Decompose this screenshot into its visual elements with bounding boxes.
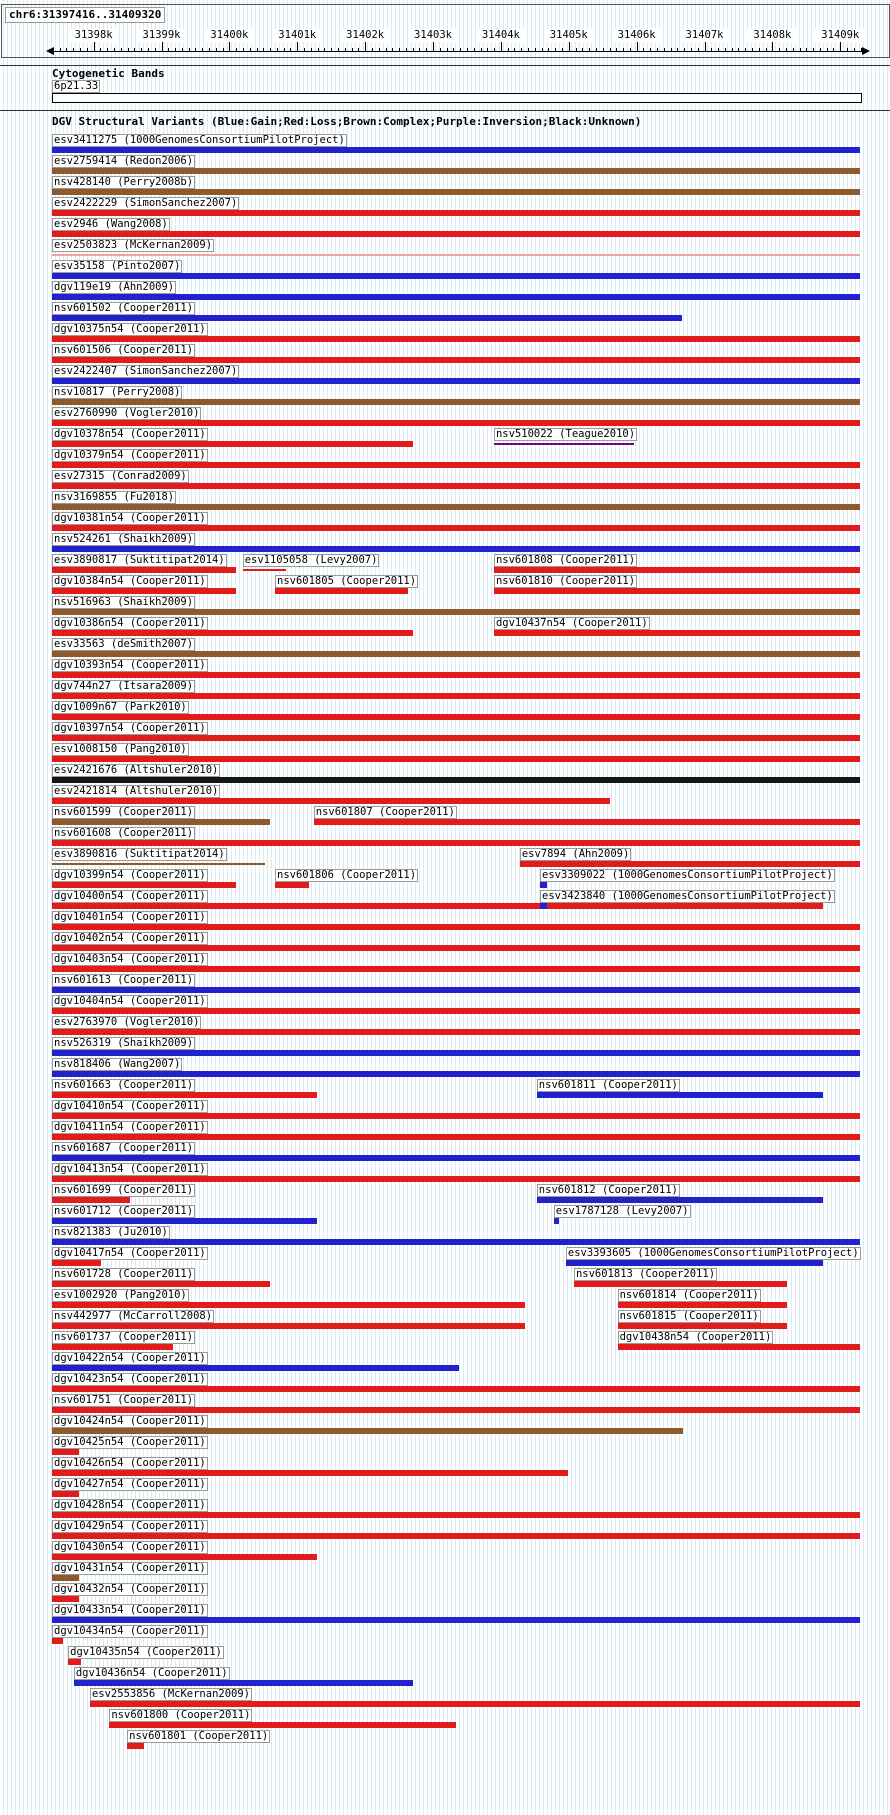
variant-row xyxy=(0,743,890,764)
variant-bar-nsv601613[interactable] xyxy=(52,987,860,993)
variant-row xyxy=(0,701,890,722)
variant-bar-nsv601687[interactable] xyxy=(52,1155,860,1161)
variant-bar-nsv601502[interactable] xyxy=(52,315,682,321)
variant-row xyxy=(0,638,890,659)
variant-label-dgv10401n54[interactable]: dgv10401n54 (Cooper2011) xyxy=(54,911,206,923)
variant-row xyxy=(0,1352,890,1373)
variant-label-dgv10428n54[interactable]: dgv10428n54 (Cooper2011) xyxy=(54,1499,206,1511)
variant-bar-nsv526319[interactable] xyxy=(52,1050,860,1056)
variant-bar-dgv10424n54[interactable] xyxy=(52,1428,683,1434)
variant-label-dgv10434n54[interactable]: dgv10434n54 (Cooper2011) xyxy=(54,1625,206,1637)
variant-label-nsv601502[interactable]: nsv601502 (Cooper2011) xyxy=(54,302,194,314)
variant-bar-esv3309022[interactable] xyxy=(540,882,547,888)
variant-bar-dgv10425n54[interactable] xyxy=(52,1449,79,1455)
variant-label-nsv3169855[interactable]: nsv3169855 (Fu2018) xyxy=(54,491,175,503)
variant-bar-dgv10375n54[interactable] xyxy=(52,336,860,342)
ruler-tick-label: 31399k xyxy=(137,29,187,42)
variant-bar-nsv601663[interactable] xyxy=(52,1092,317,1098)
variant-row xyxy=(0,1688,890,1709)
variant-label-nsv601506[interactable]: nsv601506 (Cooper2011) xyxy=(54,344,194,356)
variant-bar-esv1105058[interactable] xyxy=(243,569,287,571)
variant-label-nsv818406[interactable]: nsv818406 (Wang2007) xyxy=(54,1058,181,1070)
variant-bar-esv3890816[interactable] xyxy=(52,863,265,865)
variant-label-esv2421676[interactable]: esv2421676 (Altshuler2010) xyxy=(54,764,219,776)
variant-bar-esv2946[interactable] xyxy=(52,231,860,237)
variant-row xyxy=(0,386,890,407)
variant-bar-nsv601810[interactable] xyxy=(494,588,860,594)
variant-row xyxy=(0,1478,890,1499)
variant-label-dgv10411n54[interactable]: dgv10411n54 (Cooper2011) xyxy=(54,1121,206,1133)
variant-row xyxy=(0,1226,890,1247)
variant-label-nsv601808[interactable]: nsv601808 (Cooper2011) xyxy=(495,554,636,566)
variant-label-esv2763970[interactable]: esv2763970 (Vogler2010) xyxy=(54,1016,200,1028)
variant-row xyxy=(0,1583,890,1604)
variant-row xyxy=(0,323,890,344)
variant-bar-esv3393605[interactable] xyxy=(566,1260,823,1266)
variant-row xyxy=(0,1163,890,1184)
variant-row xyxy=(0,1289,890,1310)
variant-label-dgv10410n54[interactable]: dgv10410n54 (Cooper2011) xyxy=(54,1100,206,1112)
variant-row xyxy=(0,974,890,995)
variant-row xyxy=(0,911,890,932)
variant-label-esv2760990[interactable]: esv2760990 (Vogler2010) xyxy=(54,407,200,419)
variant-row xyxy=(0,869,890,890)
variant-bar-dgv10402n54[interactable] xyxy=(52,945,860,951)
variant-bar-esv2763970[interactable] xyxy=(52,1029,860,1035)
variant-bar-nsv601812[interactable] xyxy=(537,1197,823,1203)
variant-row xyxy=(0,932,890,953)
variant-label-esv2422229[interactable]: esv2422229 (SimonSanchez2007) xyxy=(54,197,238,209)
ruler-tick-label: 31398k xyxy=(69,29,119,42)
variant-label-esv1787128[interactable]: esv1787128 (Levy2007) xyxy=(555,1205,689,1217)
variant-label-nsv526319[interactable]: nsv526319 (Shaikh2009) xyxy=(54,1037,194,1049)
variant-row xyxy=(0,617,890,638)
variant-row xyxy=(0,449,890,470)
variant-label-esv33563[interactable]: esv33563 (deSmith2007) xyxy=(54,638,194,650)
variant-row xyxy=(0,1646,890,1667)
variant-label-esv3411275[interactable]: esv3411275 (1000GenomesConsortiumPilotProject) xyxy=(54,134,345,146)
variant-row xyxy=(0,1121,890,1142)
variant-bar-dgv10386n54[interactable] xyxy=(52,630,413,636)
variant-label-dgv10400n54[interactable]: dgv10400n54 (Cooper2011) xyxy=(54,890,206,902)
variant-label-dgv10437n54[interactable]: dgv10437n54 (Cooper2011) xyxy=(495,617,648,629)
variant-row xyxy=(0,1667,890,1688)
variant-label-esv1105058[interactable]: esv1105058 (Levy2007) xyxy=(244,554,378,566)
variant-label-nsv510022[interactable]: nsv510022 (Teague2010) xyxy=(495,428,636,440)
variant-row xyxy=(0,953,890,974)
variant-row xyxy=(0,554,890,575)
variant-label-esv35158[interactable]: esv35158 (Pinto2007) xyxy=(54,260,181,272)
variant-row xyxy=(0,1520,890,1541)
variant-row xyxy=(0,155,890,176)
variant-label-nsv601812[interactable]: nsv601812 (Cooper2011) xyxy=(538,1184,678,1196)
variant-bar-dgv10384n54[interactable] xyxy=(52,588,236,594)
variant-row xyxy=(0,1079,890,1100)
variant-bar-nsv601814[interactable] xyxy=(618,1302,788,1308)
variant-row xyxy=(0,1268,890,1289)
variant-label-nsv601800[interactable]: nsv601800 (Cooper2011) xyxy=(111,1709,251,1721)
variant-label-dgv10403n54[interactable]: dgv10403n54 (Cooper2011) xyxy=(54,953,206,965)
variant-row xyxy=(0,176,890,197)
variant-bar-dgv10403n54[interactable] xyxy=(52,966,860,972)
variant-row xyxy=(0,197,890,218)
variant-bar-dgv10437n54[interactable] xyxy=(494,630,860,636)
variant-bar-dgv10411n54[interactable] xyxy=(52,1134,860,1140)
variant-bar-dgv10430n54[interactable] xyxy=(52,1554,317,1560)
variant-row xyxy=(0,1541,890,1562)
variant-label-esv3393605[interactable]: esv3393605 (1000GenomesConsortiumPilotProject) xyxy=(567,1247,859,1259)
variant-bar-dgv10393n54[interactable] xyxy=(52,672,860,678)
variant-row xyxy=(0,596,890,617)
variant-bar-esv2503823[interactable] xyxy=(52,254,860,256)
variant-label-dgv10417n54[interactable]: dgv10417n54 (Cooper2011) xyxy=(54,1247,206,1259)
variant-row xyxy=(0,995,890,1016)
variant-bar-esv27315[interactable] xyxy=(52,483,860,489)
variant-label-nsv601807[interactable]: nsv601807 (Cooper2011) xyxy=(315,806,455,818)
variant-bar-nsv601808[interactable] xyxy=(494,567,860,573)
variant-label-dgv10375n54[interactable]: dgv10375n54 (Cooper2011) xyxy=(54,323,206,335)
region-label: chr6:31397416..31409320 xyxy=(5,7,165,23)
variant-row xyxy=(0,344,890,365)
variant-label-nsv601805[interactable]: nsv601805 (Cooper2011) xyxy=(277,575,417,587)
variant-label-esv1002920[interactable]: esv1002920 (Pang2010) xyxy=(54,1289,187,1301)
variant-label-dgv10433n54[interactable]: dgv10433n54 (Cooper2011) xyxy=(54,1604,206,1616)
variant-row xyxy=(0,1142,890,1163)
variant-label-esv2422407[interactable]: esv2422407 (SimonSanchez2007) xyxy=(54,365,238,377)
variant-label-dgv10427n54[interactable]: dgv10427n54 (Cooper2011) xyxy=(54,1478,206,1490)
variant-row xyxy=(0,575,890,596)
variant-row xyxy=(0,1436,890,1457)
variant-bar-esv1787128[interactable] xyxy=(554,1218,560,1224)
variant-label-esv3890817[interactable]: esv3890817 (Suktitipat2014) xyxy=(54,554,225,566)
variant-row xyxy=(0,1184,890,1205)
variant-label-dgv10386n54[interactable]: dgv10386n54 (Cooper2011) xyxy=(54,617,206,629)
variant-row xyxy=(0,302,890,323)
variant-row xyxy=(0,1499,890,1520)
variant-bar-nsv601699[interactable] xyxy=(52,1197,130,1203)
variant-label-nsv442977[interactable]: nsv442977 (McCarroll2008) xyxy=(54,1310,213,1322)
variant-bar-dgv10400n54[interactable] xyxy=(52,903,823,909)
variant-row xyxy=(0,1100,890,1121)
variant-bar-nsv442977[interactable] xyxy=(52,1323,525,1329)
variant-bar-dgv10429n54[interactable] xyxy=(52,1533,860,1539)
variant-row xyxy=(0,281,890,302)
variant-bar-dgv10435n54[interactable] xyxy=(68,1659,81,1665)
variant-bar-nsv510022[interactable] xyxy=(494,443,634,445)
variant-bar-dgv10427n54[interactable] xyxy=(52,1491,79,1497)
variant-row xyxy=(0,1457,890,1478)
variant-bar-nsv601599[interactable] xyxy=(52,819,270,825)
variant-bar-esv2553856[interactable] xyxy=(90,1701,860,1707)
variant-bar-dgv10434n54[interactable] xyxy=(52,1638,63,1644)
variant-label-dgv10431n54[interactable]: dgv10431n54 (Cooper2011) xyxy=(54,1562,206,1574)
variant-bar-esv2759414[interactable] xyxy=(52,168,860,174)
ruler-tick-label: 31403k xyxy=(408,29,458,42)
variant-row xyxy=(0,1394,890,1415)
ruler-tick-label: 31407k xyxy=(680,29,730,42)
variant-bar-dgv10423n54[interactable] xyxy=(52,1386,860,1392)
variant-row xyxy=(0,218,890,239)
variant-label-nsv601811[interactable]: nsv601811 (Cooper2011) xyxy=(538,1079,678,1091)
variant-label-esv1008150[interactable]: esv1008150 (Pang2010) xyxy=(54,743,187,755)
variant-bar-dgv10378n54[interactable] xyxy=(52,441,413,447)
ruler-tick-label: 31402k xyxy=(340,29,390,42)
variant-row xyxy=(0,659,890,680)
variant-label-dgv10379n54[interactable]: dgv10379n54 (Cooper2011) xyxy=(54,449,206,461)
variant-label-nsv601737[interactable]: nsv601737 (Cooper2011) xyxy=(54,1331,194,1343)
ruler-tick-label: 31401k xyxy=(272,29,322,42)
variant-label-esv2553856[interactable]: esv2553856 (McKernan2009) xyxy=(91,1688,251,1700)
variant-label-nsv516963[interactable]: nsv516963 (Shaikh2009) xyxy=(54,596,194,608)
variant-bar-nsv516963[interactable] xyxy=(52,609,860,615)
variant-bar-nsv601807[interactable] xyxy=(314,819,860,825)
variant-bar-nsv10817[interactable] xyxy=(52,399,860,405)
variant-bar-nsv524261[interactable] xyxy=(52,546,860,552)
variant-bar-nsv601737[interactable] xyxy=(52,1344,173,1350)
variant-bar-dgv10432n54[interactable] xyxy=(52,1596,79,1602)
variant-bar-nsv601608[interactable] xyxy=(52,840,860,846)
variant-bar-dgv10417n54[interactable] xyxy=(52,1260,101,1266)
variant-bar-esv3411275[interactable] xyxy=(52,147,860,153)
variant-bar-esv3423840[interactable] xyxy=(540,903,547,909)
variant-label-nsv601599[interactable]: nsv601599 (Cooper2011) xyxy=(54,806,194,818)
variant-label-nsv601608[interactable]: nsv601608 (Cooper2011) xyxy=(54,827,194,839)
variant-bar-dgv10428n54[interactable] xyxy=(52,1512,860,1518)
variant-bar-dgv10401n54[interactable] xyxy=(52,924,860,930)
variant-row xyxy=(0,848,890,869)
ruler-tick-label: 31405k xyxy=(544,29,594,42)
variant-label-nsv601613[interactable]: nsv601613 (Cooper2011) xyxy=(54,974,194,986)
variant-row xyxy=(0,1205,890,1226)
variant-label-esv2946[interactable]: esv2946 (Wang2008) xyxy=(54,218,168,230)
variant-row xyxy=(0,890,890,911)
variant-bar-dgv10381n54[interactable] xyxy=(52,525,860,531)
variant-label-dgv10378n54[interactable]: dgv10378n54 (Cooper2011) xyxy=(54,428,206,440)
variant-label-esv3890816[interactable]: esv3890816 (Suktitipat2014) xyxy=(54,848,225,860)
variant-label-dgv1009n67[interactable]: dgv1009n67 (Park2010) xyxy=(54,701,187,713)
ruler-tick-label: 31409k xyxy=(815,29,865,42)
variant-row xyxy=(0,512,890,533)
variant-label-dgv10424n54[interactable]: dgv10424n54 (Cooper2011) xyxy=(54,1415,206,1427)
variant-label-dgv10423n54[interactable]: dgv10423n54 (Cooper2011) xyxy=(54,1373,206,1385)
variant-row xyxy=(0,134,890,155)
variant-label-dgv10384n54[interactable]: dgv10384n54 (Cooper2011) xyxy=(54,575,206,587)
variant-label-esv7894[interactable]: esv7894 (Ahn2009) xyxy=(521,848,630,860)
variant-bar-nsv601712[interactable] xyxy=(52,1218,317,1224)
variant-label-dgv10413n54[interactable]: dgv10413n54 (Cooper2011) xyxy=(54,1163,206,1175)
variant-row xyxy=(0,1331,890,1352)
variant-label-esv27315[interactable]: esv27315 (Conrad2009) xyxy=(54,470,187,482)
variant-bar-esv1008150[interactable] xyxy=(52,756,860,762)
variant-bar-esv2422407[interactable] xyxy=(52,378,860,384)
variant-bar-nsv601811[interactable] xyxy=(537,1092,823,1098)
variant-label-dgv10436n54[interactable]: dgv10436n54 (Cooper2011) xyxy=(75,1667,228,1679)
variant-bar-dgv10433n54[interactable] xyxy=(52,1617,860,1623)
dgv-section-title: DGV Structural Variants (Blue:Gain;Red:Loss;Brown:Complex;Purple:Inversion;Black:Unknown) xyxy=(52,115,642,128)
variant-bar-esv7894[interactable] xyxy=(520,861,860,867)
variant-row xyxy=(0,1058,890,1079)
ruler-tick-label: 31406k xyxy=(612,29,662,42)
variant-label-nsv601687[interactable]: nsv601687 (Cooper2011) xyxy=(54,1142,194,1154)
variant-label-dgv10425n54[interactable]: dgv10425n54 (Cooper2011) xyxy=(54,1436,206,1448)
variant-row xyxy=(0,1016,890,1037)
variant-label-dgv10397n54[interactable]: dgv10397n54 (Cooper2011) xyxy=(54,722,206,734)
variant-label-dgv10404n54[interactable]: dgv10404n54 (Cooper2011) xyxy=(54,995,206,1007)
variant-bar-esv2421814[interactable] xyxy=(52,798,610,804)
variant-bar-dgv10379n54[interactable] xyxy=(52,462,860,468)
variant-bar-dgv10422n54[interactable] xyxy=(52,1365,459,1371)
variant-row xyxy=(0,260,890,281)
variant-row xyxy=(0,1373,890,1394)
variant-label-nsv601663[interactable]: nsv601663 (Cooper2011) xyxy=(54,1079,194,1091)
variant-label-nsv601815[interactable]: nsv601815 (Cooper2011) xyxy=(619,1310,759,1322)
variant-row xyxy=(0,785,890,806)
variant-bar-dgv1009n67[interactable] xyxy=(52,714,860,720)
variant-row xyxy=(0,764,890,785)
variant-label-esv2503823[interactable]: esv2503823 (McKernan2009) xyxy=(54,239,213,251)
variant-row xyxy=(0,491,890,512)
variant-label-nsv428140[interactable]: nsv428140 (Perry2008b) xyxy=(54,176,194,188)
variant-bar-dgv10431n54[interactable] xyxy=(52,1575,79,1581)
variant-row xyxy=(0,1247,890,1268)
variant-label-nsv601801[interactable]: nsv601801 (Cooper2011) xyxy=(129,1730,269,1742)
variant-bar-esv2422229[interactable] xyxy=(52,210,860,216)
cytoband-section-title: Cytogenetic Bands xyxy=(52,67,165,80)
variant-bar-nsv821383[interactable] xyxy=(52,1239,860,1245)
variant-row xyxy=(0,806,890,827)
variant-label-dgv10430n54[interactable]: dgv10430n54 (Cooper2011) xyxy=(54,1541,206,1553)
variant-bar-dgv10404n54[interactable] xyxy=(52,1008,860,1014)
variant-label-nsv601814[interactable]: nsv601814 (Cooper2011) xyxy=(619,1289,759,1301)
variant-label-nsv601751[interactable]: nsv601751 (Cooper2011) xyxy=(54,1394,194,1406)
variant-bar-dgv10399n54[interactable] xyxy=(52,882,236,888)
variant-label-dgv10438n54[interactable]: dgv10438n54 (Cooper2011) xyxy=(619,1331,772,1343)
variant-bar-dgv10397n54[interactable] xyxy=(52,735,860,741)
variant-row xyxy=(0,1037,890,1058)
variant-row xyxy=(0,1562,890,1583)
variant-row xyxy=(0,470,890,491)
variant-label-nsv601806[interactable]: nsv601806 (Cooper2011) xyxy=(277,869,417,881)
variant-bar-nsv601813[interactable] xyxy=(574,1281,787,1287)
variant-row xyxy=(0,1415,890,1436)
variant-label-nsv601813[interactable]: nsv601813 (Cooper2011) xyxy=(575,1268,716,1280)
variant-bar-nsv818406[interactable] xyxy=(52,1071,860,1077)
variant-bar-nsv601801[interactable] xyxy=(127,1743,144,1749)
variant-bar-dgv10426n54[interactable] xyxy=(52,1470,568,1476)
variant-label-dgv10422n54[interactable]: dgv10422n54 (Cooper2011) xyxy=(54,1352,206,1364)
variant-label-nsv10817[interactable]: nsv10817 (Perry2008) xyxy=(54,386,181,398)
variant-bar-dgv744n27[interactable] xyxy=(52,693,860,699)
variant-row xyxy=(0,1310,890,1331)
variant-label-dgv10426n54[interactable]: dgv10426n54 (Cooper2011) xyxy=(54,1457,206,1469)
variant-bar-nsv601805[interactable] xyxy=(275,588,408,594)
variant-row xyxy=(0,428,890,449)
variant-bar-dgv10413n54[interactable] xyxy=(52,1176,860,1182)
variant-bar-esv33563[interactable] xyxy=(52,651,860,657)
variant-label-dgv10393n54[interactable]: dgv10393n54 (Cooper2011) xyxy=(54,659,206,671)
variant-label-esv2421814[interactable]: esv2421814 (Altshuler2010) xyxy=(54,785,219,797)
variant-bar-nsv601751[interactable] xyxy=(52,1407,860,1413)
variant-row xyxy=(0,722,890,743)
variant-bar-nsv428140[interactable] xyxy=(52,189,860,195)
cytoband-label[interactable]: 6p21.33 xyxy=(54,80,99,92)
ruler-tick-label: 31400k xyxy=(204,29,254,42)
variant-label-nsv601699[interactable]: nsv601699 (Cooper2011) xyxy=(54,1184,194,1196)
variant-bar-nsv601800[interactable] xyxy=(109,1722,456,1728)
variant-row xyxy=(0,365,890,386)
variant-bar-dgv10410n54[interactable] xyxy=(52,1113,860,1119)
variant-label-esv2759414[interactable]: esv2759414 (Redon2006) xyxy=(54,155,194,167)
variant-label-nsv821383[interactable]: nsv821383 (Ju2010) xyxy=(54,1226,168,1238)
variant-bar-dgv10438n54[interactable] xyxy=(618,1344,860,1350)
variant-label-esv3309022[interactable]: esv3309022 (1000GenomesConsortiumPilotProject) xyxy=(542,869,833,881)
variant-bar-esv1002920[interactable] xyxy=(52,1302,525,1308)
variant-bar-esv3890817[interactable] xyxy=(52,567,236,573)
variant-bar-esv35158[interactable] xyxy=(52,273,860,279)
variant-label-dgv10435n54[interactable]: dgv10435n54 (Cooper2011) xyxy=(70,1646,222,1658)
variant-bar-nsv601806[interactable] xyxy=(275,882,309,888)
variant-row xyxy=(0,1709,890,1730)
variant-bar-esv2760990[interactable] xyxy=(52,420,860,426)
variant-bar-nsv601728[interactable] xyxy=(52,1281,270,1287)
ruler-tick-label: 31408k xyxy=(747,29,797,42)
variant-row xyxy=(0,407,890,428)
variant-bar-esv2421676[interactable] xyxy=(52,777,860,783)
variant-label-dgv10402n54[interactable]: dgv10402n54 (Cooper2011) xyxy=(54,932,206,944)
variant-label-dgv119e19[interactable]: dgv119e19 (Ahn2009) xyxy=(54,281,175,293)
variant-row xyxy=(0,1604,890,1625)
variant-label-nsv601712[interactable]: nsv601712 (Cooper2011) xyxy=(54,1205,194,1217)
variant-row xyxy=(0,533,890,554)
variant-label-dgv10399n54[interactable]: dgv10399n54 (Cooper2011) xyxy=(54,869,206,881)
variant-label-dgv10381n54[interactable]: dgv10381n54 (Cooper2011) xyxy=(54,512,206,524)
variant-label-dgv10432n54[interactable]: dgv10432n54 (Cooper2011) xyxy=(54,1583,206,1595)
variant-row xyxy=(0,239,890,260)
variant-label-dgv744n27[interactable]: dgv744n27 (Itsara2009) xyxy=(54,680,194,692)
variant-row xyxy=(0,1730,890,1751)
variant-row xyxy=(0,1625,890,1646)
variant-bar-nsv601506[interactable] xyxy=(52,357,860,363)
variant-row xyxy=(0,680,890,701)
variant-label-nsv601810[interactable]: nsv601810 (Cooper2011) xyxy=(495,575,636,587)
variant-bar-dgv119e19[interactable] xyxy=(52,294,860,300)
variant-bar-nsv601815[interactable] xyxy=(618,1323,788,1329)
variant-bar-dgv10436n54[interactable] xyxy=(74,1680,413,1686)
variant-label-esv3423840[interactable]: esv3423840 (1000GenomesConsortiumPilotProject) xyxy=(542,890,833,902)
variant-bar-nsv3169855[interactable] xyxy=(52,504,860,510)
variant-label-nsv601728[interactable]: nsv601728 (Cooper2011) xyxy=(54,1268,194,1280)
ruler-tick-label: 31404k xyxy=(476,29,526,42)
variant-row xyxy=(0,827,890,848)
variant-label-dgv10429n54[interactable]: dgv10429n54 (Cooper2011) xyxy=(54,1520,206,1532)
variant-label-nsv524261[interactable]: nsv524261 (Shaikh2009) xyxy=(54,533,194,545)
